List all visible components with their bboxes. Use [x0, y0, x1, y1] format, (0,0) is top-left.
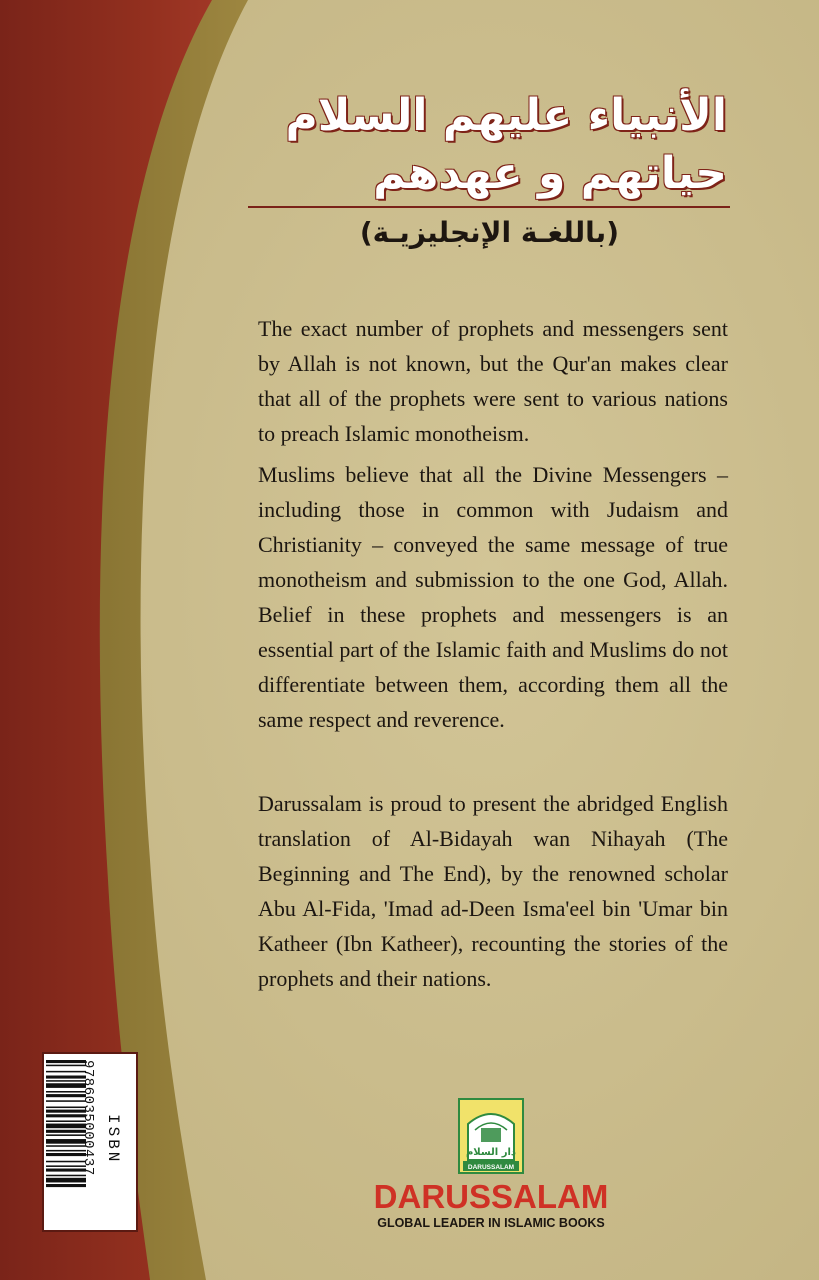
blurb-paragraph-1: The exact number of prophets and messengers sent by Allah is not known, but the Qur'an makes clear that all of the prophets were sent to various nations to preach Islamic monotheism. — [258, 316, 728, 446]
arabic-title-line-1: الأنبياء عليهم السلام — [285, 90, 727, 141]
publisher-tagline: GLOBAL LEADER IN ISLAMIC BOOKS — [377, 1216, 605, 1230]
blurb-paragraph-2: Muslims believe that all the Divine Messengers – including those in common with Judaism and Christianity – conveyed the same message of true monotheism and submission to the one God, Allah. Belief in these prophets and messengers is an essential part of the Islamic faith and Muslims do not differentiate between them, according them all the same respect and reverence. — [258, 462, 728, 732]
arabic-title-line-2: حياتهم و عهدهم — [373, 148, 727, 199]
barcode-bar — [46, 1184, 86, 1187]
barcode-bar — [46, 1178, 86, 1183]
publisher-name: DARUSSALAM — [373, 1178, 609, 1215]
isbn-digits: 9786035000437 — [80, 1060, 96, 1176]
isbn-label: ISBN — [104, 1114, 122, 1165]
title-divider — [248, 206, 730, 208]
darussalam-logo-icon — [458, 1098, 524, 1174]
logo-arabic: دار السلام — [465, 1147, 517, 1158]
isbn-barcode — [42, 1052, 138, 1232]
logo-latin: DARUSSALAM — [467, 1164, 515, 1171]
arabic-subtitle: (باللغـة الإنجليزيـة) — [359, 216, 619, 249]
blurb-paragraph-3: Darussalam is proud to present the abridged English translation of Al-Bidayah wan Nihayah (The Beginning and The End), by the renowned scholar Abu Al-Fida, 'Imad ad-Deen Isma'eel bin 'Umar bin Katheer (Ibn Katheer), recounting the stories of the prophets and their nations. — [258, 791, 728, 991]
